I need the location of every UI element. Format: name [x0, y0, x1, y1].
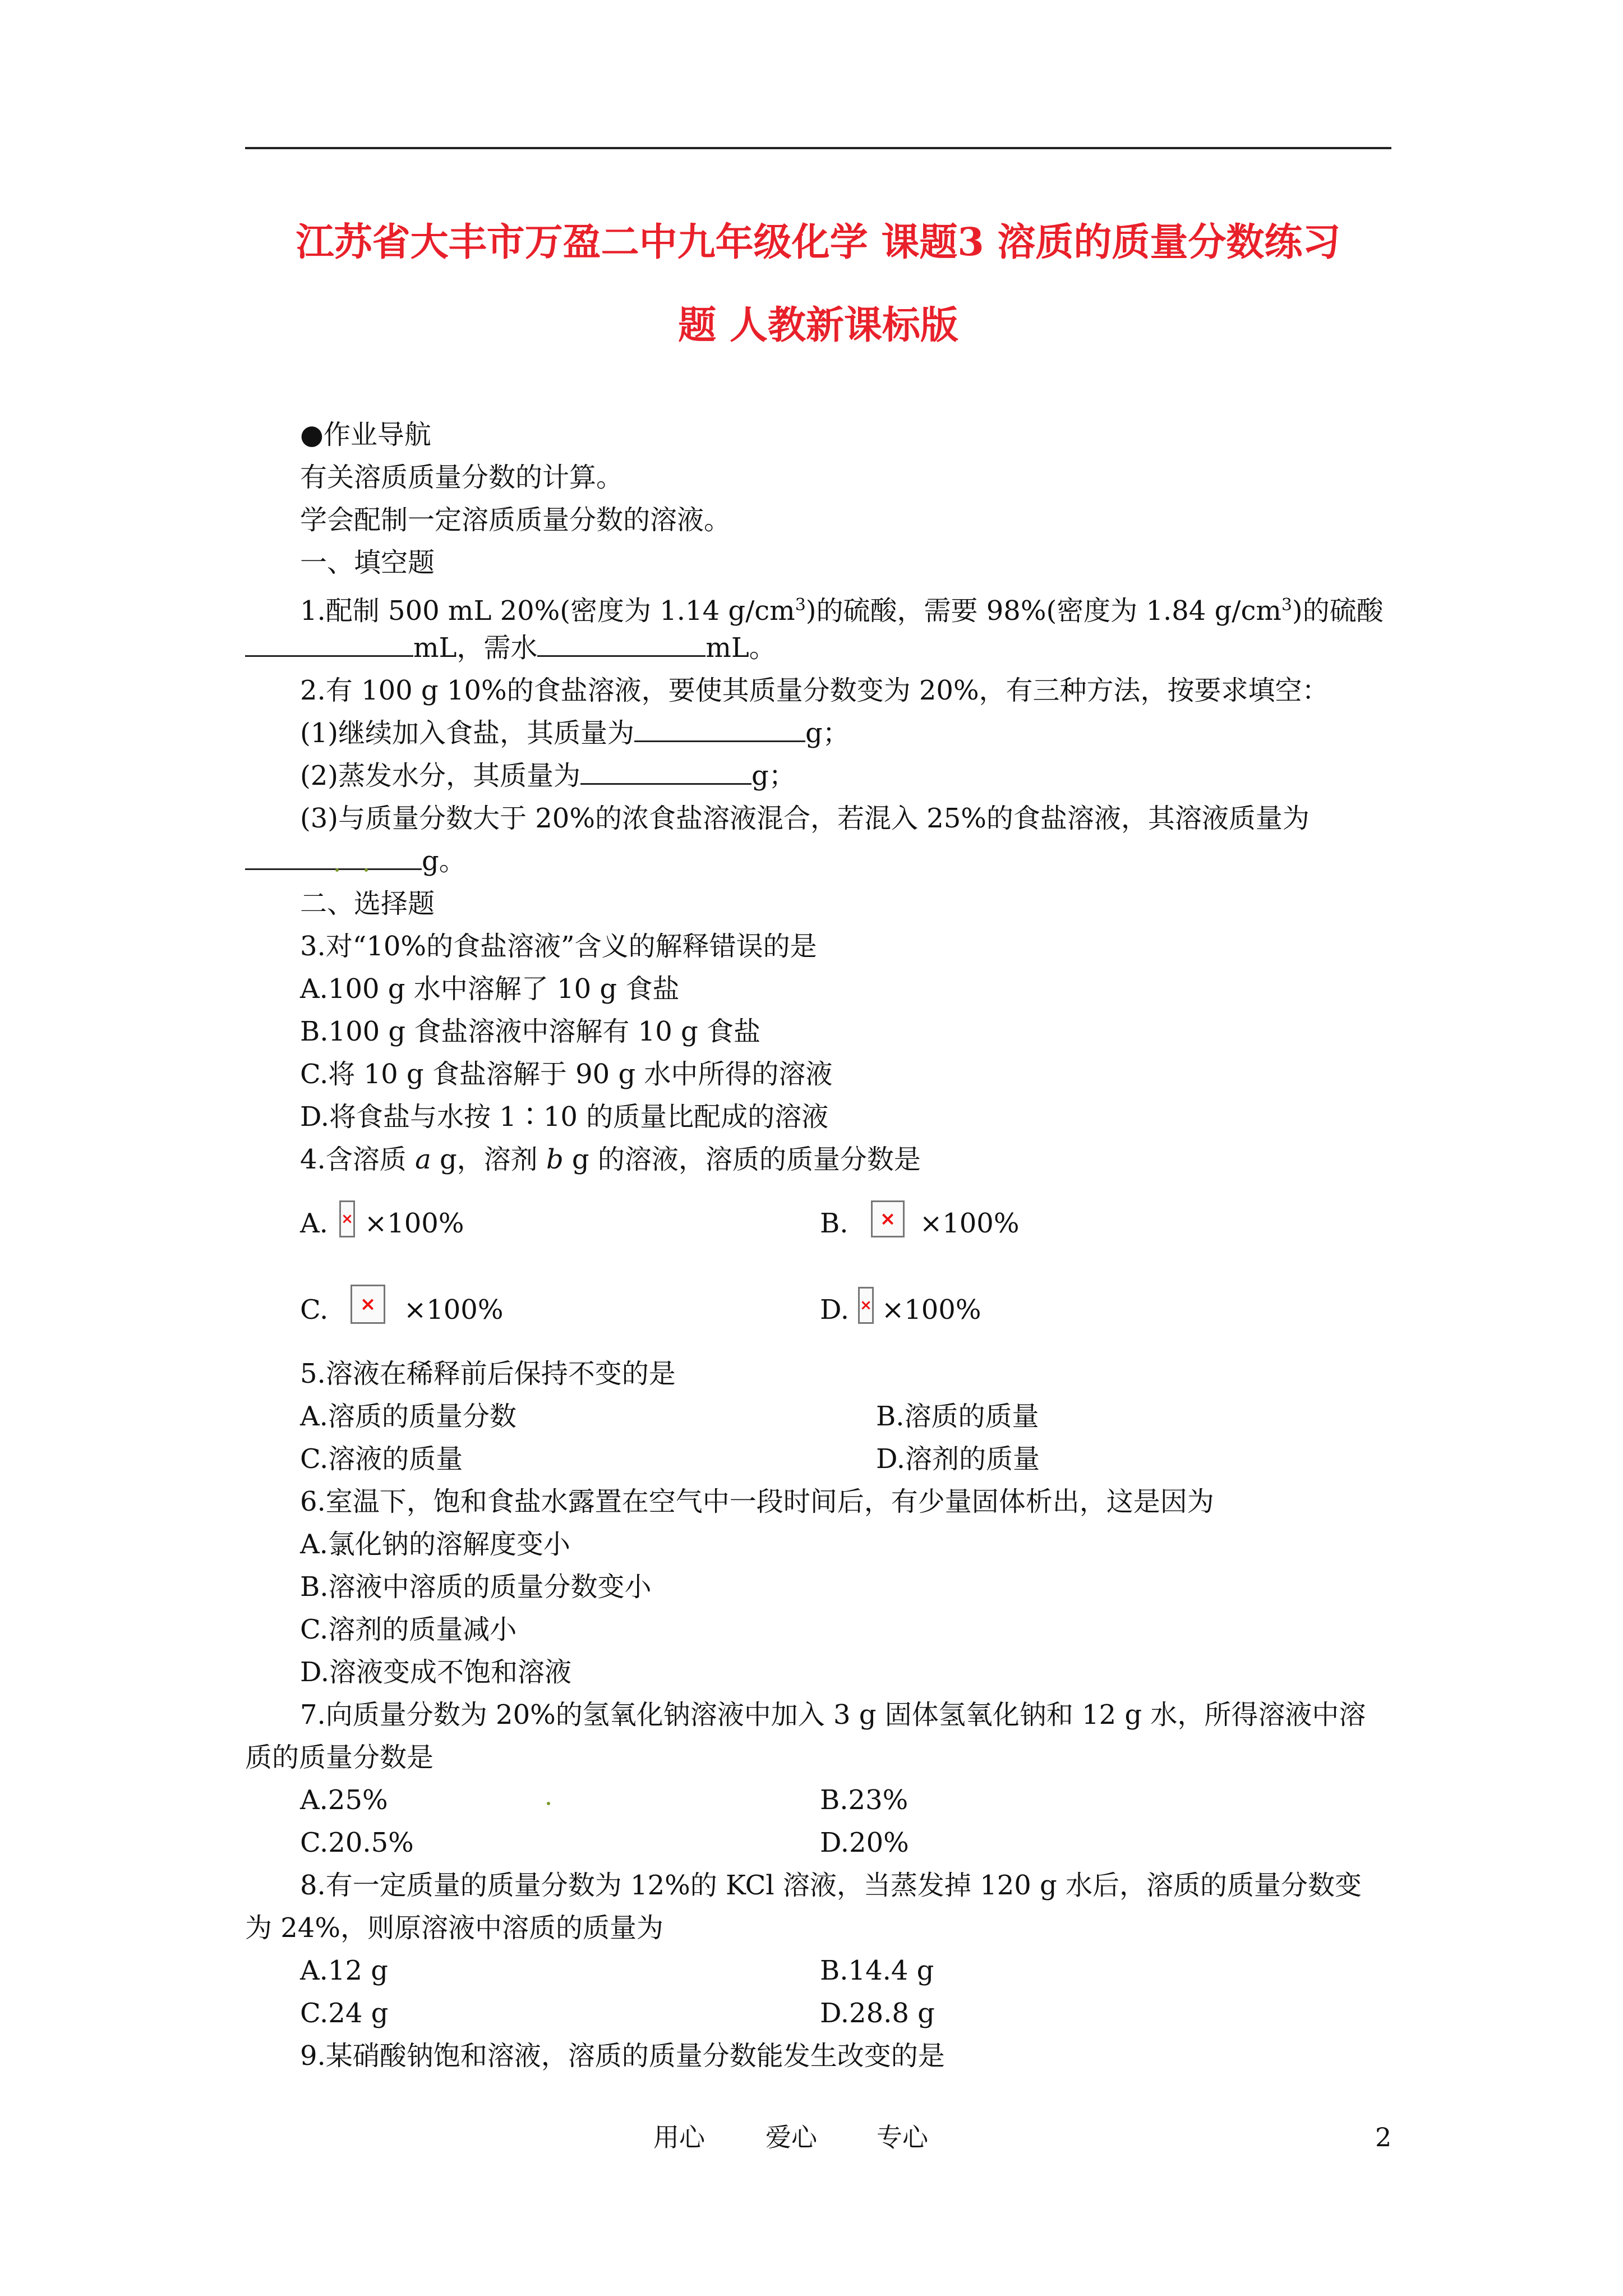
q4-stem-b: g，溶剂: [431, 1144, 546, 1175]
q2-part2: [300, 754, 796, 797]
broken-image-mark: ×: [359, 1293, 376, 1315]
q2-part1: [300, 712, 850, 754]
q2-part3-line2: [245, 840, 466, 882]
q7-option-c: C.20.5%: [300, 1827, 414, 1858]
q1-sup-2: 3: [1281, 595, 1292, 615]
q6-option-d: D.溶液变成不饱和溶液: [300, 1657, 572, 1688]
speck: [335, 868, 339, 872]
q4-stem-a: 4.含溶质: [300, 1144, 416, 1175]
q4-stem: [300, 1138, 921, 1181]
q2-blank-2[interactable]: [580, 755, 751, 785]
q3-option-c: C.将 10 g 食盐溶解于 90 g 水中所得的溶液: [300, 1059, 833, 1090]
q1-blank-2[interactable]: [537, 627, 706, 657]
q4-option-c-suffix: ×100%: [404, 1294, 504, 1326]
q2-part1-unit: g；: [805, 717, 850, 749]
q6-option-a: A.氯化钠的溶解度变小: [300, 1529, 570, 1560]
q4-var-a: a: [415, 1144, 431, 1175]
q2-part3: (3)与质量分数大于 20%的浓食盐溶液混合，若混入 25%的食盐溶液，其溶液质量为: [300, 803, 1310, 834]
broken-image-icon: [339, 1200, 355, 1237]
speck: [547, 1802, 550, 1805]
q7-stem-line2: 质的质量分数是: [245, 1742, 434, 1773]
q7-stem-line1: 7.向质量分数为 20%的氢氧化钠溶液中加入 3 g 固体氢氧化钠和 12 g 水，所得溶液中溶: [300, 1699, 1366, 1731]
q1-text-c: )的硫酸: [1292, 595, 1384, 627]
q6-stem: 6.室温下，饱和食盐水露置在空气中一段时间后，有少量固体析出，这是因为: [300, 1486, 1214, 1517]
q5-option-c: C.溶液的质量: [300, 1443, 463, 1475]
q1-text-b: )的硫酸，需要 98%(密度为 1.84 g/cm: [805, 595, 1281, 627]
q1-line2: [245, 627, 776, 669]
page-title-line1: 江苏省大丰市万盈二中九年级化学 课题3 溶质的质量分数练习: [296, 220, 1341, 265]
q4-option-a-label: A.: [300, 1208, 328, 1239]
q2-part2-text: (2)蒸发水分，其质量为: [300, 760, 580, 792]
q1-blank-1[interactable]: [245, 627, 413, 657]
learning-goal-2: 学会配制一定溶质质量分数的溶液。: [300, 504, 731, 536]
q8-option-d: D.28.8 g: [820, 1998, 935, 2029]
q5-option-d: D.溶剂的质量: [876, 1443, 1040, 1475]
broken-image-mark: ×: [860, 1297, 872, 1314]
q3-option-b: B.100 g 食盐溶液中溶解有 10 g 食盐: [300, 1016, 760, 1047]
q9-stem: 9.某硝酸钠饱和溶液，溶质的质量分数能发生改变的是: [300, 2040, 945, 2072]
footer-motto-3: 专心: [877, 2122, 928, 2152]
q4-option-b-label: B.: [820, 1208, 849, 1239]
q4-option-c-label: C.: [300, 1294, 329, 1326]
page-number: 2: [1375, 2122, 1392, 2152]
q6-option-c: C.溶剂的质量减小: [300, 1614, 517, 1645]
q2-blank-1[interactable]: [634, 712, 805, 742]
q5-option-b: B.溶质的质量: [876, 1401, 1039, 1432]
q1-text-e: mL。: [706, 632, 776, 664]
q5-option-a: A.溶质的质量分数: [300, 1401, 517, 1432]
q8-stem-line2: 为 24%，则原溶液中溶质的质量为: [245, 1912, 663, 1944]
q7-option-a: A.25%: [300, 1784, 388, 1816]
q4-option-a-suffix: ×100%: [365, 1208, 464, 1239]
broken-image-icon: [871, 1200, 905, 1237]
q2-part1-text: (1)继续加入食盐，其质量为: [300, 717, 634, 749]
q3-option-a: A.100 g 水中溶解了 10 g 食盐: [300, 973, 680, 1005]
q4-option-b-suffix: ×100%: [920, 1208, 1020, 1239]
q7-option-d: D.20%: [820, 1827, 909, 1858]
q1-sup-1: 3: [795, 595, 806, 615]
header-rule: [245, 147, 1391, 149]
section-choice-heading: 二、选择题: [300, 888, 435, 919]
q2-blank-3[interactable]: [245, 840, 422, 870]
q4-option-d-label: D.: [820, 1294, 850, 1326]
q3-option-d: D.将食盐与水按 1∶10 的质量比配成的溶液: [300, 1101, 829, 1133]
q2-stem: 2.有 100 g 10%的食盐溶液，要使其质量分数变为 20%，有三种方法，按要求填空：: [300, 675, 1329, 706]
broken-image-mark: ×: [341, 1211, 353, 1227]
q1-text-d: mL，需水: [413, 632, 538, 664]
speck: [365, 868, 368, 872]
q6-option-b: B.溶液中溶质的质量分数变小: [300, 1571, 652, 1603]
broken-image-icon: [858, 1287, 874, 1324]
q4-option-d-suffix: ×100%: [882, 1294, 981, 1326]
q1-line1: [300, 584, 1384, 632]
q8-option-a: A.12 g: [300, 1955, 388, 1986]
broken-image-mark: ×: [879, 1208, 896, 1230]
q8-option-b: B.14.4 g: [820, 1955, 934, 1986]
broken-image-icon: [351, 1285, 385, 1324]
page-title-line2: 题 人教新课标版: [678, 303, 958, 348]
q1-text-a: 1.配制 500 mL 20%(密度为 1.14 g/cm: [300, 595, 795, 627]
q4-var-b: b: [546, 1144, 564, 1175]
footer-motto-2: 爱心: [766, 2122, 817, 2152]
q2-part2-unit: g；: [751, 760, 796, 792]
q3-stem: 3.对“10%的食盐溶液”含义的解释错误的是: [300, 931, 817, 962]
q2-part3-unit: g。: [422, 845, 466, 877]
section-fill-blank-heading: 一、填空题: [300, 547, 435, 578]
q8-stem-line1: 8.有一定质量的质量分数为 12%的 KCl 溶液，当蒸发掉 120 g 水后，溶质的质量分数变: [300, 1870, 1362, 1901]
homework-nav: ●作业导航: [300, 419, 431, 450]
q7-option-b: B.23%: [820, 1784, 909, 1816]
q4-stem-c: g 的溶液，溶质的质量分数是: [563, 1144, 921, 1175]
learning-goal-1: 有关溶质质量分数的计算。: [300, 462, 624, 493]
q8-option-c: C.24 g: [300, 1998, 389, 2029]
footer-motto-1: 用心: [653, 2122, 705, 2152]
q5-stem: 5.溶液在稀释前后保持不变的是: [300, 1358, 676, 1389]
